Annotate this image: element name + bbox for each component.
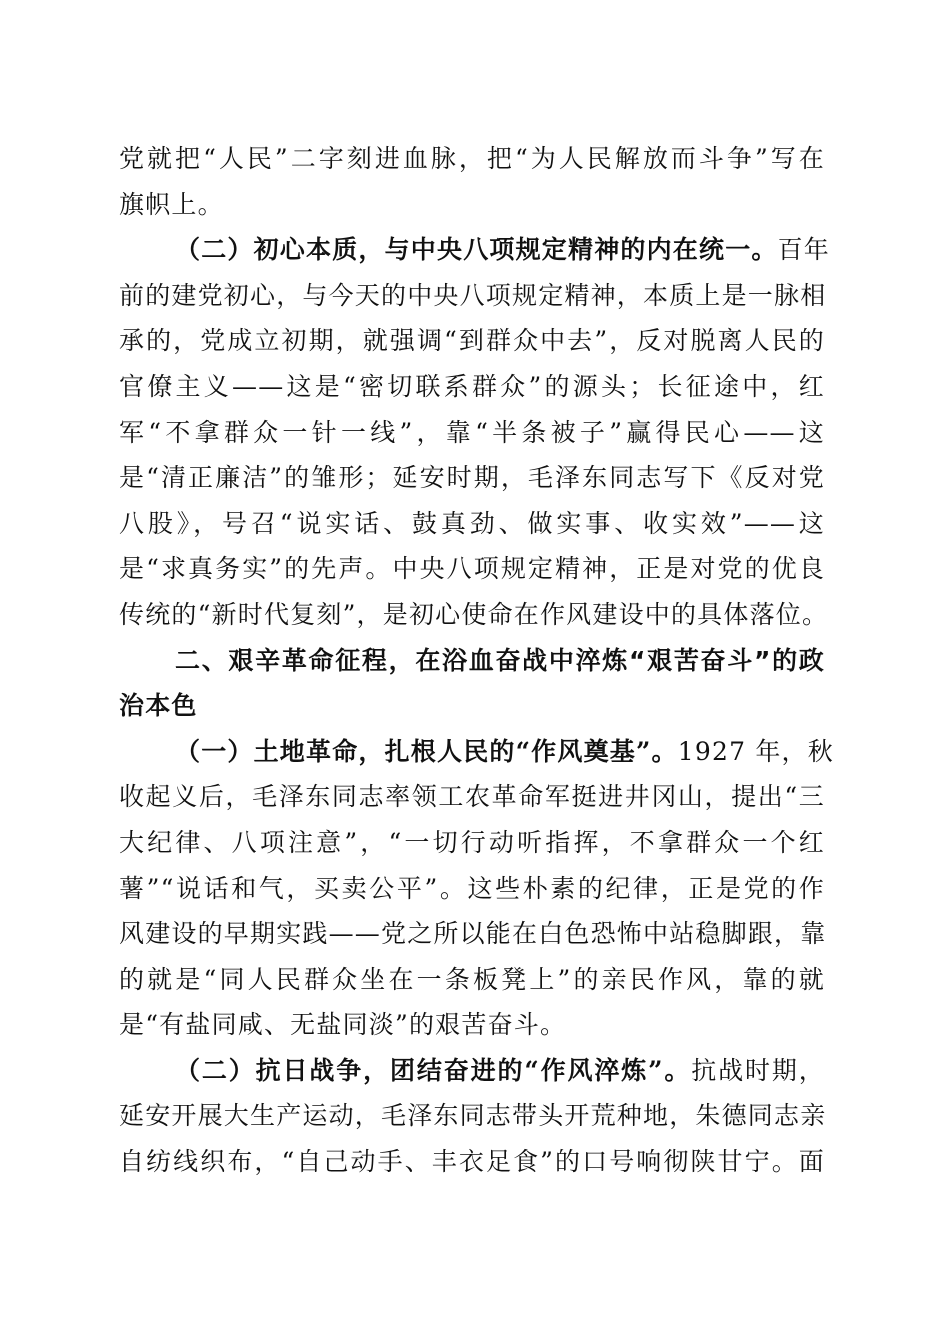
body-text-line: 自纺线织布，“自己动手、丰衣足食”的口号响彻陕甘宁。面 xyxy=(119,1147,825,1177)
paragraph-text: 百年 xyxy=(777,235,831,265)
section-heading: 二、艰辛革命征程，在浴血奋战中淬炼“艰苦奋斗”的政 xyxy=(175,645,825,675)
body-text-line: 大纪律、八项注意”，“一切行动听指挥，不拿群众一个红 xyxy=(119,827,825,857)
body-text-line: 党就把“人民”二字刻进血脉，把“为人民解放而斗争”写在 xyxy=(119,144,825,173)
body-text-line: 前的建党初心，与今天的中央八项规定精神，本质上是一脉相 xyxy=(119,280,827,310)
paragraph-text: 1927 年，秋 xyxy=(677,736,834,766)
body-text-line: 的就是“同人民群众坐在一条板凳上”的亲民作风，靠的就 xyxy=(119,964,825,994)
paragraph-first-line xyxy=(119,227,831,273)
paragraph-lead: （二）抗日战争，团结奋进的“作风淬炼”。 xyxy=(175,1055,692,1085)
paragraph-lead: （一）土地革命，扎根人民的“作风奠基”。 xyxy=(175,736,678,766)
body-text-line: 官僚主义——这是“密切联系群众”的源头；长征途中，红 xyxy=(119,371,825,401)
body-text-line: 是“求真务实”的先声。中央八项规定精神，正是对党的优良 xyxy=(119,554,825,584)
body-text-line: 薯”“说话和气，买卖公平”。这些朴素的纪律，正是党的作 xyxy=(119,873,825,903)
body-text-line: 是“有盐同咸、无盐同淡”的艰苦奋斗。 xyxy=(119,1010,567,1040)
body-text-line: 旗帜上。 xyxy=(119,189,224,219)
body-text-line: 是“清正廉洁”的雏形；延安时期，毛泽东同志写下《反对党 xyxy=(119,463,825,493)
paragraph-first-line xyxy=(119,1048,825,1094)
body-text-line: 军“不拿群众一针一线”，靠“半条被子”赢得民心——这 xyxy=(119,417,825,447)
section-heading-cont: 治本色 xyxy=(119,691,198,721)
body-text-line: 承的，党成立初期，就强调“到群众中去”，反对脱离人民的 xyxy=(119,326,825,356)
paragraph-lead: （二）初心本质，与中央八项规定精神的内在统一。 xyxy=(175,235,778,265)
document-page xyxy=(119,136,834,1185)
body-text-line: 八股》，号召“说实话、鼓真劲、做实事、收实效”——这 xyxy=(119,508,825,538)
paragraph-text: 抗战时期， xyxy=(691,1055,825,1085)
body-text-line: 风建设的早期实践——党之所以能在白色恐怖中站稳脚跟，靠 xyxy=(119,919,827,949)
paragraph-first-line xyxy=(119,729,834,775)
body-text-line: 收起义后，毛泽东同志率领工农革命军挺进井冈山，提出“三 xyxy=(119,782,825,812)
body-text-line: 传统的“新时代复刻”，是初心使命在作风建设中的具体落位。 xyxy=(119,599,829,629)
body-text-line: 延安开展大生产运动，毛泽东同志带头开荒种地，朱德同志亲 xyxy=(119,1101,827,1131)
